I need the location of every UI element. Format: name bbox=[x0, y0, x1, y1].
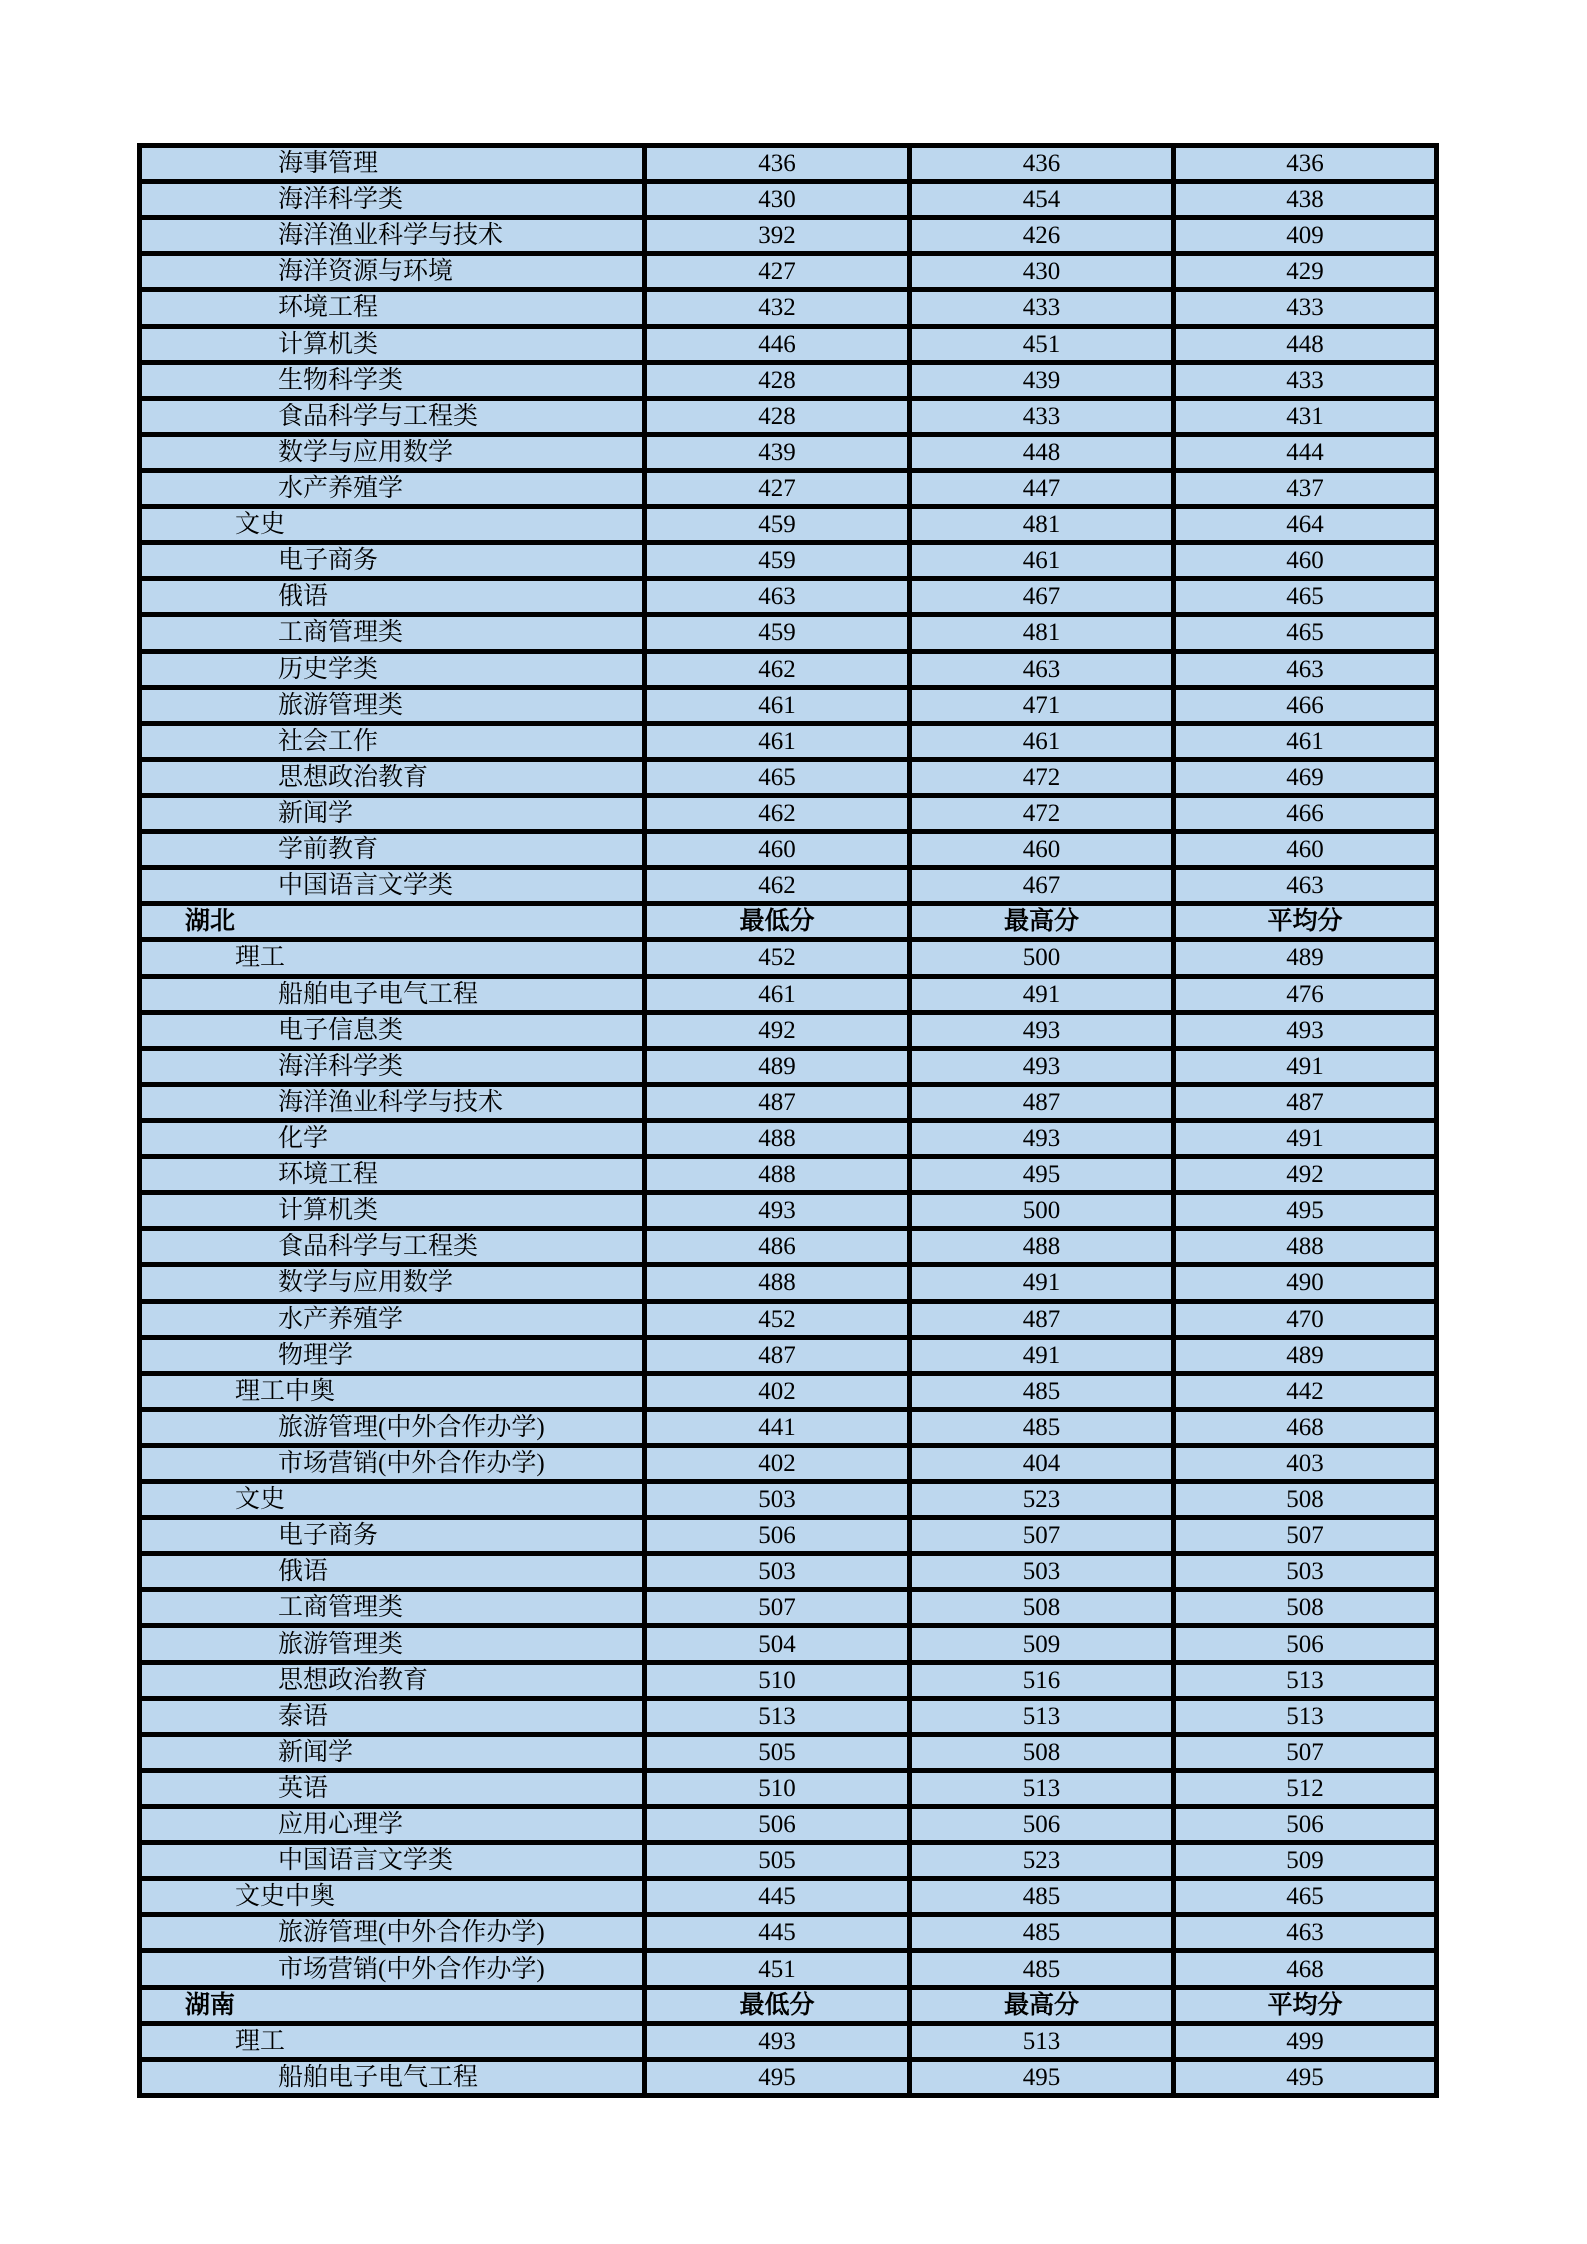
min-score-cell: 428 bbox=[645, 362, 910, 398]
row-label-cell: 中国语言文学类 bbox=[140, 1843, 645, 1879]
score-row bbox=[140, 1915, 1437, 1951]
avg-score-cell: 463 bbox=[1174, 1915, 1437, 1951]
min-score-cell: 462 bbox=[645, 868, 910, 904]
min-score-cell: 489 bbox=[645, 1048, 910, 1084]
score-row bbox=[140, 868, 1437, 904]
avg-score-cell: 437 bbox=[1174, 470, 1437, 506]
avg-score-cell: 平均分 bbox=[1174, 904, 1437, 940]
avg-score-cell: 463 bbox=[1174, 651, 1437, 687]
min-score-cell: 462 bbox=[645, 795, 910, 831]
min-score-cell: 463 bbox=[645, 579, 910, 615]
max-score-cell: 485 bbox=[910, 1373, 1174, 1409]
row-label-cell: 海洋科学类 bbox=[140, 1048, 645, 1084]
avg-score-cell: 507 bbox=[1174, 1518, 1437, 1554]
avg-score-cell: 469 bbox=[1174, 759, 1437, 795]
min-score-cell: 427 bbox=[645, 254, 910, 290]
min-score-cell: 488 bbox=[645, 1265, 910, 1301]
max-score-cell: 最高分 bbox=[910, 1987, 1174, 2023]
avg-score-cell: 506 bbox=[1174, 1626, 1437, 1662]
row-label-cell: 物理学 bbox=[140, 1337, 645, 1373]
avg-score-cell: 512 bbox=[1174, 1770, 1437, 1806]
score-row bbox=[140, 1951, 1437, 1987]
row-label-cell: 社会工作 bbox=[140, 723, 645, 759]
max-score-cell: 491 bbox=[910, 1265, 1174, 1301]
row-label-cell: 学前教育 bbox=[140, 832, 645, 868]
max-score-cell: 454 bbox=[910, 182, 1174, 218]
min-score-cell: 461 bbox=[645, 976, 910, 1012]
min-score-cell: 445 bbox=[645, 1879, 910, 1915]
avg-score-cell: 509 bbox=[1174, 1843, 1437, 1879]
score-row bbox=[140, 1518, 1437, 1554]
avg-score-cell: 470 bbox=[1174, 1301, 1437, 1337]
row-label-cell: 数学与应用数学 bbox=[140, 434, 645, 470]
avg-score-cell: 448 bbox=[1174, 326, 1437, 362]
max-score-cell: 513 bbox=[910, 2023, 1174, 2059]
score-table-body bbox=[140, 146, 1437, 2096]
score-row bbox=[140, 1409, 1437, 1445]
min-score-cell: 487 bbox=[645, 1337, 910, 1373]
avg-score-cell: 488 bbox=[1174, 1229, 1437, 1265]
min-score-cell: 488 bbox=[645, 1157, 910, 1193]
avg-score-cell: 429 bbox=[1174, 254, 1437, 290]
score-row bbox=[140, 2023, 1437, 2059]
max-score-cell: 485 bbox=[910, 1879, 1174, 1915]
max-score-cell: 493 bbox=[910, 1048, 1174, 1084]
min-score-cell: 392 bbox=[645, 218, 910, 254]
max-score-cell: 448 bbox=[910, 434, 1174, 470]
row-label-cell: 历史学类 bbox=[140, 651, 645, 687]
max-score-cell: 461 bbox=[910, 723, 1174, 759]
min-score-cell: 452 bbox=[645, 940, 910, 976]
score-row bbox=[140, 1554, 1437, 1590]
row-label-cell: 电子商务 bbox=[140, 543, 645, 579]
avg-score-cell: 461 bbox=[1174, 723, 1437, 759]
row-label-cell: 理工 bbox=[140, 2023, 645, 2059]
min-score-cell: 486 bbox=[645, 1229, 910, 1265]
score-row bbox=[140, 1770, 1437, 1806]
row-label-cell: 新闻学 bbox=[140, 795, 645, 831]
score-row bbox=[140, 1373, 1437, 1409]
row-label-cell: 思想政治教育 bbox=[140, 1662, 645, 1698]
min-score-cell: 506 bbox=[645, 1518, 910, 1554]
min-score-cell: 510 bbox=[645, 1770, 910, 1806]
min-score-cell: 459 bbox=[645, 615, 910, 651]
avg-score-cell: 463 bbox=[1174, 868, 1437, 904]
row-label-cell: 数学与应用数学 bbox=[140, 1265, 645, 1301]
avg-score-cell: 508 bbox=[1174, 1590, 1437, 1626]
score-row bbox=[140, 795, 1437, 831]
score-row bbox=[140, 182, 1437, 218]
row-label-cell: 化学 bbox=[140, 1120, 645, 1156]
score-row bbox=[140, 1662, 1437, 1698]
max-score-cell: 485 bbox=[910, 1951, 1174, 1987]
score-row bbox=[140, 1012, 1437, 1048]
avg-score-cell: 平均分 bbox=[1174, 1987, 1437, 2023]
avg-score-cell: 409 bbox=[1174, 218, 1437, 254]
row-label-cell: 市场营销(中外合作办学) bbox=[140, 1951, 645, 1987]
avg-score-cell: 466 bbox=[1174, 795, 1437, 831]
max-score-cell: 493 bbox=[910, 1012, 1174, 1048]
row-label-cell: 理工 bbox=[140, 940, 645, 976]
score-row bbox=[140, 398, 1437, 434]
score-row bbox=[140, 1626, 1437, 1662]
max-score-cell: 471 bbox=[910, 687, 1174, 723]
score-row bbox=[140, 1590, 1437, 1626]
max-score-cell: 495 bbox=[910, 2059, 1174, 2095]
min-score-cell: 428 bbox=[645, 398, 910, 434]
score-row bbox=[140, 1084, 1437, 1120]
max-score-cell: 495 bbox=[910, 1157, 1174, 1193]
max-score-cell: 488 bbox=[910, 1229, 1174, 1265]
min-score-cell: 506 bbox=[645, 1807, 910, 1843]
max-score-cell: 461 bbox=[910, 543, 1174, 579]
max-score-cell: 460 bbox=[910, 832, 1174, 868]
row-label-cell: 俄语 bbox=[140, 1554, 645, 1590]
row-label-cell: 海洋渔业科学与技术 bbox=[140, 1084, 645, 1120]
avg-score-cell: 438 bbox=[1174, 182, 1437, 218]
score-row bbox=[140, 1843, 1437, 1879]
admission-score-table bbox=[137, 143, 1439, 2098]
row-label-cell: 市场营销(中外合作办学) bbox=[140, 1445, 645, 1481]
row-label-cell: 文史中奥 bbox=[140, 1879, 645, 1915]
max-score-cell: 430 bbox=[910, 254, 1174, 290]
min-score-cell: 402 bbox=[645, 1445, 910, 1481]
avg-score-cell: 460 bbox=[1174, 543, 1437, 579]
avg-score-cell: 513 bbox=[1174, 1698, 1437, 1734]
score-row bbox=[140, 362, 1437, 398]
row-label-cell: 新闻学 bbox=[140, 1734, 645, 1770]
max-score-cell: 507 bbox=[910, 1518, 1174, 1554]
avg-score-cell: 468 bbox=[1174, 1951, 1437, 1987]
min-score-cell: 505 bbox=[645, 1843, 910, 1879]
row-label-cell: 计算机类 bbox=[140, 1193, 645, 1229]
avg-score-cell: 491 bbox=[1174, 1048, 1437, 1084]
min-score-cell: 最低分 bbox=[645, 904, 910, 940]
row-label-cell: 泰语 bbox=[140, 1698, 645, 1734]
row-label-cell: 湖北 bbox=[140, 904, 645, 940]
max-score-cell: 451 bbox=[910, 326, 1174, 362]
score-row bbox=[140, 615, 1437, 651]
score-row bbox=[140, 976, 1437, 1012]
row-label-cell: 环境工程 bbox=[140, 1157, 645, 1193]
max-score-cell: 426 bbox=[910, 218, 1174, 254]
min-score-cell: 452 bbox=[645, 1301, 910, 1337]
max-score-cell: 463 bbox=[910, 651, 1174, 687]
row-label-cell: 船舶电子电气工程 bbox=[140, 976, 645, 1012]
max-score-cell: 523 bbox=[910, 1482, 1174, 1518]
score-row bbox=[140, 1734, 1437, 1770]
min-score-cell: 402 bbox=[645, 1373, 910, 1409]
row-label-cell: 思想政治教育 bbox=[140, 759, 645, 795]
avg-score-cell: 489 bbox=[1174, 1337, 1437, 1373]
min-score-cell: 493 bbox=[645, 1193, 910, 1229]
min-score-cell: 最低分 bbox=[645, 1987, 910, 2023]
avg-score-cell: 499 bbox=[1174, 2023, 1437, 2059]
score-row bbox=[140, 326, 1437, 362]
avg-score-cell: 464 bbox=[1174, 507, 1437, 543]
max-score-cell: 491 bbox=[910, 1337, 1174, 1373]
max-score-cell: 433 bbox=[910, 290, 1174, 326]
row-label-cell: 应用心理学 bbox=[140, 1807, 645, 1843]
score-row bbox=[140, 579, 1437, 615]
avg-score-cell: 508 bbox=[1174, 1482, 1437, 1518]
min-score-cell: 461 bbox=[645, 687, 910, 723]
max-score-cell: 472 bbox=[910, 795, 1174, 831]
avg-score-cell: 433 bbox=[1174, 290, 1437, 326]
avg-score-cell: 465 bbox=[1174, 579, 1437, 615]
score-row bbox=[140, 1048, 1437, 1084]
avg-score-cell: 403 bbox=[1174, 1445, 1437, 1481]
min-score-cell: 493 bbox=[645, 2023, 910, 2059]
row-label-cell: 海洋科学类 bbox=[140, 182, 645, 218]
max-score-cell: 436 bbox=[910, 146, 1174, 182]
score-row bbox=[140, 254, 1437, 290]
min-score-cell: 432 bbox=[645, 290, 910, 326]
avg-score-cell: 442 bbox=[1174, 1373, 1437, 1409]
max-score-cell: 506 bbox=[910, 1807, 1174, 1843]
row-label-cell: 海洋资源与环境 bbox=[140, 254, 645, 290]
min-score-cell: 488 bbox=[645, 1120, 910, 1156]
row-label-cell: 食品科学与工程类 bbox=[140, 1229, 645, 1265]
max-score-cell: 最高分 bbox=[910, 904, 1174, 940]
avg-score-cell: 444 bbox=[1174, 434, 1437, 470]
row-label-cell: 电子商务 bbox=[140, 1518, 645, 1554]
row-label-cell: 海洋渔业科学与技术 bbox=[140, 218, 645, 254]
row-label-cell: 理工中奥 bbox=[140, 1373, 645, 1409]
min-score-cell: 436 bbox=[645, 146, 910, 182]
min-score-cell: 439 bbox=[645, 434, 910, 470]
max-score-cell: 500 bbox=[910, 1193, 1174, 1229]
row-label-cell: 旅游管理类 bbox=[140, 687, 645, 723]
score-row bbox=[140, 543, 1437, 579]
avg-score-cell: 489 bbox=[1174, 940, 1437, 976]
avg-score-cell: 495 bbox=[1174, 1193, 1437, 1229]
avg-score-cell: 506 bbox=[1174, 1807, 1437, 1843]
min-score-cell: 503 bbox=[645, 1482, 910, 1518]
score-row bbox=[140, 687, 1437, 723]
max-score-cell: 467 bbox=[910, 868, 1174, 904]
max-score-cell: 433 bbox=[910, 398, 1174, 434]
avg-score-cell: 493 bbox=[1174, 1012, 1437, 1048]
score-row bbox=[140, 1482, 1437, 1518]
row-label-cell: 海事管理 bbox=[140, 146, 645, 182]
avg-score-cell: 492 bbox=[1174, 1157, 1437, 1193]
max-score-cell: 509 bbox=[910, 1626, 1174, 1662]
score-row bbox=[140, 1807, 1437, 1843]
score-row bbox=[140, 290, 1437, 326]
score-row bbox=[140, 1445, 1437, 1481]
row-label-cell: 环境工程 bbox=[140, 290, 645, 326]
score-row bbox=[140, 1879, 1437, 1915]
min-score-cell: 441 bbox=[645, 1409, 910, 1445]
max-score-cell: 503 bbox=[910, 1554, 1174, 1590]
score-row bbox=[140, 832, 1437, 868]
row-label-cell: 船舶电子电气工程 bbox=[140, 2059, 645, 2095]
max-score-cell: 481 bbox=[910, 507, 1174, 543]
avg-score-cell: 487 bbox=[1174, 1084, 1437, 1120]
avg-score-cell: 466 bbox=[1174, 687, 1437, 723]
max-score-cell: 523 bbox=[910, 1843, 1174, 1879]
max-score-cell: 508 bbox=[910, 1590, 1174, 1626]
score-row bbox=[140, 146, 1437, 182]
min-score-cell: 487 bbox=[645, 1084, 910, 1120]
avg-score-cell: 433 bbox=[1174, 362, 1437, 398]
min-score-cell: 430 bbox=[645, 182, 910, 218]
row-label-cell: 工商管理类 bbox=[140, 1590, 645, 1626]
min-score-cell: 503 bbox=[645, 1554, 910, 1590]
avg-score-cell: 491 bbox=[1174, 1120, 1437, 1156]
max-score-cell: 508 bbox=[910, 1734, 1174, 1770]
min-score-cell: 504 bbox=[645, 1626, 910, 1662]
min-score-cell: 492 bbox=[645, 1012, 910, 1048]
avg-score-cell: 465 bbox=[1174, 615, 1437, 651]
province-header-row bbox=[140, 904, 1437, 940]
avg-score-cell: 503 bbox=[1174, 1554, 1437, 1590]
score-row bbox=[140, 759, 1437, 795]
score-row bbox=[140, 434, 1437, 470]
max-score-cell: 487 bbox=[910, 1301, 1174, 1337]
max-score-cell: 516 bbox=[910, 1662, 1174, 1698]
row-label-cell: 旅游管理(中外合作办学) bbox=[140, 1915, 645, 1951]
row-label-cell: 俄语 bbox=[140, 579, 645, 615]
score-row bbox=[140, 940, 1437, 976]
row-label-cell: 生物科学类 bbox=[140, 362, 645, 398]
score-row bbox=[140, 470, 1437, 506]
max-score-cell: 493 bbox=[910, 1120, 1174, 1156]
province-header-row bbox=[140, 1987, 1437, 2023]
row-label-cell: 计算机类 bbox=[140, 326, 645, 362]
max-score-cell: 513 bbox=[910, 1770, 1174, 1806]
row-label-cell: 文史 bbox=[140, 1482, 645, 1518]
score-row bbox=[140, 507, 1437, 543]
row-label-cell: 水产养殖学 bbox=[140, 470, 645, 506]
row-label-cell: 文史 bbox=[140, 507, 645, 543]
score-row bbox=[140, 1301, 1437, 1337]
row-label-cell: 电子信息类 bbox=[140, 1012, 645, 1048]
min-score-cell: 462 bbox=[645, 651, 910, 687]
row-label-cell: 旅游管理(中外合作办学) bbox=[140, 1409, 645, 1445]
min-score-cell: 465 bbox=[645, 759, 910, 795]
max-score-cell: 491 bbox=[910, 976, 1174, 1012]
score-row bbox=[140, 723, 1437, 759]
max-score-cell: 404 bbox=[910, 1445, 1174, 1481]
avg-score-cell: 460 bbox=[1174, 832, 1437, 868]
score-row bbox=[140, 2059, 1437, 2095]
min-score-cell: 446 bbox=[645, 326, 910, 362]
max-score-cell: 485 bbox=[910, 1409, 1174, 1445]
min-score-cell: 459 bbox=[645, 543, 910, 579]
row-label-cell: 中国语言文学类 bbox=[140, 868, 645, 904]
min-score-cell: 510 bbox=[645, 1662, 910, 1698]
min-score-cell: 505 bbox=[645, 1734, 910, 1770]
min-score-cell: 495 bbox=[645, 2059, 910, 2095]
avg-score-cell: 436 bbox=[1174, 146, 1437, 182]
max-score-cell: 513 bbox=[910, 1698, 1174, 1734]
row-label-cell: 食品科学与工程类 bbox=[140, 398, 645, 434]
min-score-cell: 451 bbox=[645, 1951, 910, 1987]
max-score-cell: 447 bbox=[910, 470, 1174, 506]
max-score-cell: 467 bbox=[910, 579, 1174, 615]
score-row bbox=[140, 218, 1437, 254]
max-score-cell: 500 bbox=[910, 940, 1174, 976]
avg-score-cell: 476 bbox=[1174, 976, 1437, 1012]
score-row bbox=[140, 1337, 1437, 1373]
max-score-cell: 487 bbox=[910, 1084, 1174, 1120]
avg-score-cell: 431 bbox=[1174, 398, 1437, 434]
avg-score-cell: 465 bbox=[1174, 1879, 1437, 1915]
min-score-cell: 460 bbox=[645, 832, 910, 868]
max-score-cell: 472 bbox=[910, 759, 1174, 795]
avg-score-cell: 507 bbox=[1174, 1734, 1437, 1770]
min-score-cell: 459 bbox=[645, 507, 910, 543]
min-score-cell: 445 bbox=[645, 1915, 910, 1951]
max-score-cell: 485 bbox=[910, 1915, 1174, 1951]
row-label-cell: 湖南 bbox=[140, 1987, 645, 2023]
min-score-cell: 513 bbox=[645, 1698, 910, 1734]
score-row bbox=[140, 1120, 1437, 1156]
score-row bbox=[140, 1193, 1437, 1229]
score-row bbox=[140, 1229, 1437, 1265]
score-row bbox=[140, 1157, 1437, 1193]
avg-score-cell: 495 bbox=[1174, 2059, 1437, 2095]
row-label-cell: 旅游管理类 bbox=[140, 1626, 645, 1662]
score-row bbox=[140, 651, 1437, 687]
avg-score-cell: 513 bbox=[1174, 1662, 1437, 1698]
avg-score-cell: 490 bbox=[1174, 1265, 1437, 1301]
row-label-cell: 英语 bbox=[140, 1770, 645, 1806]
min-score-cell: 461 bbox=[645, 723, 910, 759]
avg-score-cell: 468 bbox=[1174, 1409, 1437, 1445]
max-score-cell: 481 bbox=[910, 615, 1174, 651]
max-score-cell: 439 bbox=[910, 362, 1174, 398]
row-label-cell: 工商管理类 bbox=[140, 615, 645, 651]
row-label-cell: 水产养殖学 bbox=[140, 1301, 645, 1337]
min-score-cell: 427 bbox=[645, 470, 910, 506]
min-score-cell: 507 bbox=[645, 1590, 910, 1626]
score-row bbox=[140, 1265, 1437, 1301]
score-row bbox=[140, 1698, 1437, 1734]
